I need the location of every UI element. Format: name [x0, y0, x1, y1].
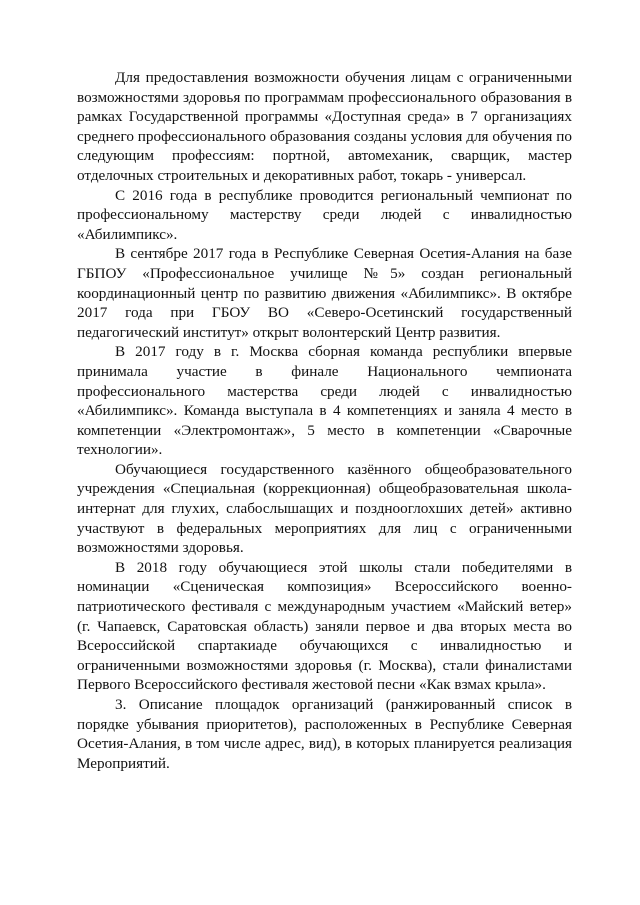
paragraph-coordination-center: В сентябре 2017 года в Республике Северная Осетия-Алания на базе ГБПОУ «Профессиональное училище №5» создан региональный координационный центр по развитию движения «Абилимпикс». В октябре 2017 года при ГБОУ ВО «Северо-Осетинский государственный педагогический институт» открыт волонтерский Центр развития. [77, 245, 572, 341]
paragraph-venues-description: 3. Описание площадок организаций (ранжированный список в порядке убывания приоритетов), расположенных в Республике Северная Осетия-Алания, в том числе адрес, вид), в которых планируется реализация Мероприятий. [77, 696, 572, 772]
paragraph-2018-achievements: В 2018 году обучающиеся этой школы стали победителями в номинации «Сценическая композиция» Всероссийского военно-патриотического фестиваля с международным участием «Майский ветер» (г. Чапаевск, Саратовская область) заняли первое и два вторых места во Всероссийской спартакиаде обучающихся с инвалидностью и ограниченными возможностями здоровья (г. Москва), стали финалистами Первого Всероссийского фестиваля жестовой песни «Как взмах крыла». [77, 558, 572, 694]
paragraph-sdp-programs: Для предоставления возможности обучения лицам с ограниченными возможностями здоровья по программам профессионального образования в рамках Государственной программы «Доступная среда» в 7 организациях среднего профессионального образования созданы условия для обучения по следующим профессиям: портной, автомеханик, сварщик, мастер отделочных строительных и декоративных работ, токарь - универсал. [77, 69, 572, 184]
paragraph-school-participation: Обучающиеся государственного казённого общеобразовательного учреждения «Специальная (коррекционная) общеобразовательная школа-интернат для глухих, слабослышащих и позднооглохших детей» активно участвуют в федеральных мероприятиях для лиц с ограниченными возможностями здоровья. [77, 460, 572, 557]
document-body [77, 68, 572, 773]
paragraph-national-final: В 2017 году в г. Москва сборная команда республики впервые принимала участие в финале Национального чемпионата профессионального мастерства среди людей с инвалидностью «Абилимпикс». Команда выступала в 4 компетенциях и заняла 4 место в компетенции «Электромонтаж», 5 место в компетенции «Сварочные технологии». [77, 343, 572, 459]
paragraph-regional-championship: С 2016 года в республике проводится региональный чемпионат по профессиональному мастерству среди людей с инвалидностью «Абилимпикс». [77, 186, 572, 243]
